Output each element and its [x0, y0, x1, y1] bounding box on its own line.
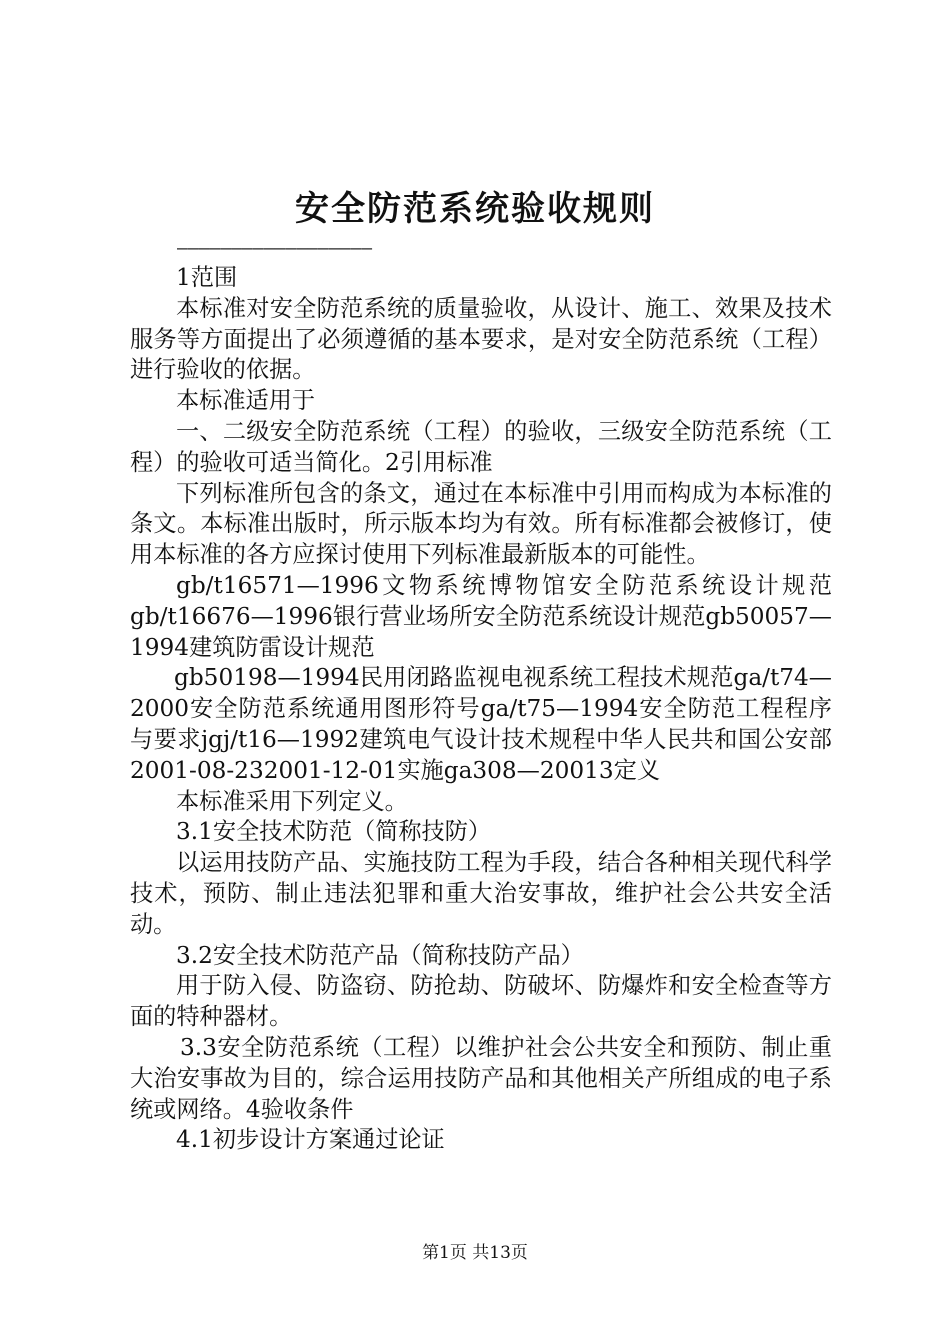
paragraph: gb/t16571—1996文物系统博物馆安全防范系统设计规范gb/t16676—1996银行营业场所安全防范系统设计规范gb50057—1994建筑防雷设计规范 — [130, 571, 832, 661]
page-number-footer: 第1页 共13页 — [422, 1243, 528, 1263]
title-underline: —————————————————— — [177, 238, 373, 259]
paragraph: 下列标准所包含的条文，通过在本标准中引用而构成为本标准的条文。本标准出版时，所示版本均为有效。所有标准都会被修订，使用本标准的各方应探讨使用下列标准最新版本的可能性。 — [130, 479, 832, 569]
paragraph: 一、二级安全防范系统（工程）的验收，三级安全防范系统（工程）的验收可适当简化。2引用标准 — [130, 417, 832, 476]
paragraph: 本标准适用于 — [176, 387, 316, 415]
paragraph: gb50198—1994民用闭路监视电视系统工程技术规范ga/t74—2000安全防范系统通用图形符号ga/t75—1994安全防范工程程序与要求jgj/t16—1992建筑电气设计技术规程中华人民共和国公安部2001-08-232001-12-01实施ga308—20013定义 — [130, 664, 832, 784]
paragraph: 本标准对安全防范系统的质量验收，从设计、施工、效果及技术服务等方面提出了必须遵循的基本要求，是对安全防范系统（工程）进行验收的依据。 — [130, 294, 832, 384]
paragraph: 3.3安全防范系统（工程）以维护社会公共安全和预防、制止重大治安事故为目的，综合运用技防产品和其他相关产所组成的电子系统或网络。4验收条件 — [130, 1033, 832, 1123]
section-heading: 4.1初步设计方案通过论证 — [176, 1126, 445, 1154]
paragraph: 以运用技防产品、实施技防工程为手段，结合各种相关现代科学技术，预防、制止违法犯罪和重大治安事故，维护社会公共安全活动。 — [130, 849, 832, 938]
paragraph: 用于防入侵、防盗窃、防抢劫、防破坏、防爆炸和安全检查等方面的特种器材。 — [130, 972, 832, 1031]
document-body — [130, 263, 832, 1156]
paragraph: 本标准采用下列定义。 — [176, 787, 408, 815]
section-heading: 3.1安全技术防范（简称技防） — [176, 818, 492, 846]
section-heading-scope: 1范围 — [176, 264, 238, 291]
document-title: 安全防范系统验收规则 — [295, 189, 655, 229]
section-heading: 3.2安全技术防范产品（简称技防产品） — [176, 941, 584, 969]
